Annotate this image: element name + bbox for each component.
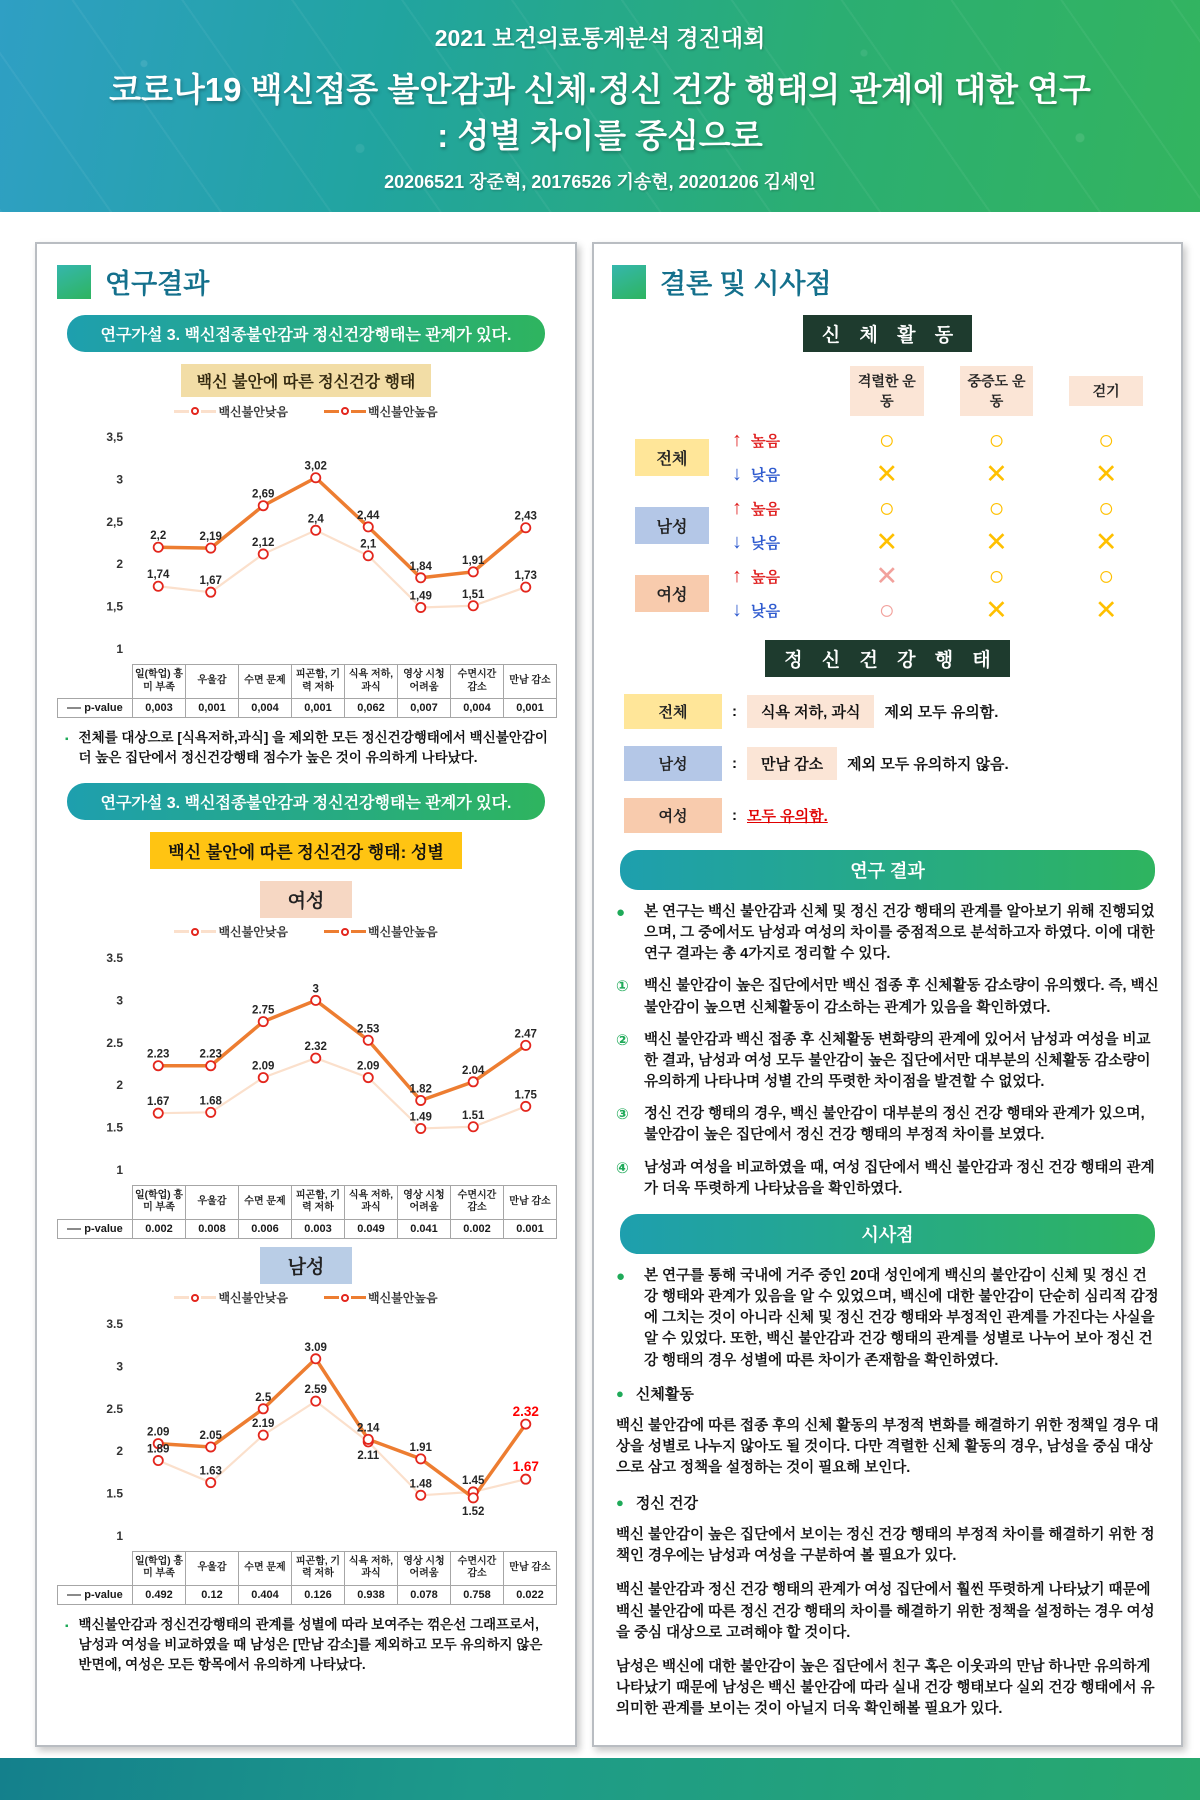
svg-text:1,49: 1,49 [409,590,432,603]
group-label: 여성 [635,575,710,612]
section-title: 결론 및 시사점 [660,269,832,299]
significance-mark-circle: ○ [878,595,895,625]
svg-text:2.23: 2.23 [199,1048,222,1061]
svg-text:2.32: 2.32 [512,1403,539,1419]
line-chart-overall [57,401,555,718]
implication-paragraph: 백신 불안감이 높은 집단에서 보이는 정신 건강 행태의 부정적 차이를 해결하기 위한 정책인 경우에는 남성과 여성을 구분하여 볼 필요가 있다. [616,1527,1155,1565]
research-result-text: 정신 건강 행태의 경우, 백신 불안감이 대부분의 정신 건강 행태와 관계가 있으며, 불안감이 높은 집단에서 정신 건강 행태의 부정적 차이를 보였다. [644,1106,1145,1144]
group-label: 전체 [635,439,710,476]
female-label: 여성 [260,881,353,918]
bullet-dot-icon: ● [616,1495,624,1511]
bullet-square-icon: ▪ [65,1620,69,1632]
chart-plot [57,1308,557,1546]
p-value-cell: 0,062 [345,699,398,718]
svg-text:1.91: 1.91 [409,1441,432,1454]
implications-pill: 시사점 [620,1214,1155,1254]
svg-text:3: 3 [312,982,319,995]
category-cell: 식욕 저하, 과식 [345,1551,398,1585]
p-value-cell: 0.758 [451,1585,504,1604]
p-value-table [57,664,557,718]
research-results-items [612,902,1163,1200]
physical-activity-matrix [616,366,1159,624]
p-value-cell: 0.008 [186,1219,239,1238]
svg-text:3: 3 [116,472,123,487]
section-header-results [57,262,555,301]
list-marker: ④ [616,1159,629,1177]
p-value-cell: 0.938 [345,1585,398,1604]
category-cell: 영상 시청 어려움 [398,1185,451,1219]
list-marker: ③ [616,1106,629,1124]
p-value-cell: 0.049 [345,1219,398,1238]
marker-ring-icon [191,928,199,936]
bullet-dot-icon: ● [616,1385,624,1401]
marker-ring-icon [191,407,199,415]
finding-bullet-2-text: 백신불안감과 정신건강행태의 관계를 성별에 따라 보여주는 꺾은선 그래프로서, 남성과 여성을 비교하였을 때 남성은 [만남 감소]를 제외하고 모두 유의하지 않은 반면에, 여성은 모든 항목에서 유의하게 나타났다. [78,1616,543,1672]
category-cell: 일(학업) 흥미 부족 [133,1185,186,1219]
mental-health-header: 정 신 건 강 행 태 [765,640,1010,677]
physical-activity-header: 신 체 활 동 [803,315,972,352]
significance-mark-circle: ○ [988,425,1005,455]
svg-text:2,19: 2,19 [199,531,222,544]
level-label: 낮음 [751,467,780,484]
up-arrow-icon: ↑ [732,565,742,587]
p-value-cell: 0,003 [133,699,186,718]
p-value-cell: 0,001 [292,699,345,718]
svg-text:1.67: 1.67 [512,1458,539,1474]
level-label: 높음 [751,433,780,450]
svg-text:2,44: 2,44 [357,509,380,522]
svg-text:3,5: 3,5 [106,430,123,444]
level-label: 낮음 [751,603,780,620]
poster-title-line2: : 성별 차이를 중심으로 [437,116,763,154]
p-value-table [57,1185,557,1239]
level-label: 낮음 [751,535,780,552]
bullet-square-icon: ▪ [65,734,69,745]
implication-paragraph: 백신 불안감에 따른 접종 후의 신체 활동의 부정적 변화를 해결하기 위한 정책일 경우 대상을 성별로 나누지 않아도 될 것이다. 다만 격렬한 신체 활동의 경우, 남성을 중심 대상으로 삼고 정책을 설정하는 것이 필요해 보인다. [616,1417,1159,1476]
p-value-cell: 0.022 [504,1585,557,1604]
chart-plot [57,421,557,659]
section-square-icon [612,265,646,299]
svg-text:1,51: 1,51 [462,588,485,601]
research-result-item [616,1158,1159,1200]
legend-item: 백신불안높음 [324,403,438,420]
category-cell: 일(학업) 흥미 부족 [133,665,186,699]
mental-health-row [624,694,1151,729]
svg-text:3.5: 3.5 [106,950,123,965]
level-row-label [732,599,830,622]
svg-text:2: 2 [116,557,123,572]
competition-title: 2021 보건의료통계분석 경진대회 [434,25,766,51]
category-cell: 피곤함, 기력 저하 [292,665,345,699]
significance-mark-x: ✕ [875,459,899,489]
research-result-item [616,1030,1159,1093]
svg-text:2.04: 2.04 [462,1064,485,1077]
svg-text:2.53: 2.53 [357,1022,380,1035]
significance-mark-x: ✕ [1094,527,1118,557]
mental-health-row [624,798,1151,833]
svg-text:2.09: 2.09 [147,1426,170,1439]
poster-title [0,67,1200,158]
research-result-text: 백신 불안감이 높은 집단에서만 백신 접종 후 신체활동 감소량이 유의했다. 즉, 백신 불안감이 높으면 신체활동이 감소하는 관계가 있음을 확인하였다. [644,978,1159,1016]
line-chart-female [57,922,555,1239]
p-value-row-label: p-value [58,699,133,718]
chart-title-overall: 백신 불안에 따른 정신건강 행태 [181,364,432,397]
svg-text:1.67: 1.67 [147,1095,170,1108]
svg-text:2,69: 2,69 [252,488,275,501]
chart-legend [57,922,555,942]
category-cell: 우울감 [186,665,239,699]
svg-text:1,74: 1,74 [147,569,170,582]
p-value-cell: 0.006 [239,1219,292,1238]
significance-text: 제외 모두 유의하지 않음. [847,756,1009,773]
p-value-cell: 0.12 [186,1585,239,1604]
level-label: 높음 [751,569,780,586]
svg-text:2: 2 [116,1077,123,1092]
svg-text:1,67: 1,67 [199,575,222,588]
category-cell: 우울감 [186,1551,239,1585]
svg-text:2.32: 2.32 [304,1040,327,1053]
significance-mark-circle: ○ [878,493,895,523]
svg-text:2.59: 2.59 [304,1383,327,1396]
level-row-label [732,429,830,452]
svg-text:1,91: 1,91 [462,554,485,567]
svg-text:2.5: 2.5 [106,1035,123,1050]
svg-text:2,2: 2,2 [150,530,167,543]
svg-text:2.75: 2.75 [252,1004,275,1017]
up-arrow-icon: ↑ [732,497,742,519]
svg-text:3: 3 [116,992,123,1007]
mental-health-row [624,746,1151,781]
research-result-item [616,1104,1159,1146]
p-value-cell: 0.126 [292,1585,345,1604]
svg-text:1.5: 1.5 [106,1120,123,1135]
svg-text:3.5: 3.5 [106,1316,123,1331]
poster-header [0,0,1200,212]
p-value-cell: 0.003 [292,1219,345,1238]
research-result-text: 본 연구는 백신 불안감과 신체 및 정신 건강 행태의 관계를 알아보기 위해 진행되었으며, 그 중에서도 남성과 여성의 차이를 중점적으로 분석하고자 하였다. 이에 대한 연구 결과는 총 4가지로 정리할 수 있다. [644,904,1155,963]
svg-text:2.23: 2.23 [147,1048,170,1061]
svg-text:2.05: 2.05 [199,1429,222,1442]
category-cell: 피곤함, 기력 저하 [292,1551,345,1585]
svg-text:1.68: 1.68 [199,1094,222,1107]
svg-text:2,4: 2,4 [307,513,324,526]
svg-text:2.19: 2.19 [252,1417,275,1430]
section-title: 연구결과 [105,269,210,299]
down-arrow-icon: ↓ [732,463,742,485]
line-chart-male [57,1288,555,1605]
mental-health-rows [612,694,1163,833]
footer-bar [0,1758,1200,1800]
activity-column-header: 중증도 운동 [960,366,1034,416]
svg-text:3: 3 [116,1358,123,1373]
group-label: 남성 [635,507,710,544]
excluded-item-tag: 만남 감소 [747,747,837,780]
p-value-cell: 0.041 [398,1219,451,1238]
level-label: 높음 [751,501,780,518]
group-label: 전체 [624,694,722,729]
category-cell: 수면시간 감소 [451,665,504,699]
down-arrow-icon: ↓ [732,531,742,553]
category-cell: 우울감 [186,1185,239,1219]
svg-text:1.82: 1.82 [409,1082,432,1095]
research-result-text: 남성과 여성을 비교하였을 때, 여성 집단에서 백신 불안감과 정신 건강 행태의 관계가 더욱 뚜렷하게 나타났음을 확인하였다. [644,1159,1155,1197]
legend-item: 백신불안낮음 [174,923,288,940]
research-results-pill: 연구 결과 [620,850,1155,890]
list-marker: ② [616,1031,629,1049]
p-value-cell: 0,004 [239,699,292,718]
p-value-cell: 0,004 [451,699,504,718]
svg-text:2.09: 2.09 [252,1060,275,1073]
activity-column-header: 격렬한 운동 [850,366,924,416]
male-label: 남성 [260,1247,353,1284]
section-header-conclusion [612,262,1163,301]
significance-mark-circle: ○ [988,493,1005,523]
implication-paragraph: 남성은 백신에 대한 불안감이 높은 집단에서 친구 혹은 이웃과의 만남 하나만 유의하게 나타났기 때문에 남성은 백신 불안감에 따라 실내 건강 행태보다 실외 건강 행태에서 유의미한 관계를 보이는 것이 아닐지 더욱 확인해볼 필요가 있다. [616,1658,1155,1718]
implication-paragraph: 백신 불안감과 정신 건강 행태의 관계가 여성 집단에서 훨씬 뚜렷하게 나타났기 때문에 백신 불안감에 따른 정신 건강 행태의 차이를 해결하기 위한 정책을 설정하는 경우 여성을 중심 대상으로 고려해야 할 것이다. [616,1582,1155,1641]
results-panel [35,242,577,1747]
significance-mark-circle: ○ [1098,493,1115,523]
research-result-text: 백신 불안감과 백신 접종 후 신체활동 변화량의 관계에 있어서 남성과 여성을 비교한 결과, 남성과 여성 모두 불안감이 높은 집단에서만 대부분의 신체활동 감소량이 유의하게 나타나며 성별 간의 뚜렷한 차이점을 발견할 수 없었다. [644,1031,1151,1091]
svg-text:2,43: 2,43 [514,510,537,523]
p-value-cell: 0.078 [398,1585,451,1604]
category-cell: 피곤함, 기력 저하 [292,1185,345,1219]
svg-text:2,5: 2,5 [106,514,123,529]
significance-mark-x: ✕ [875,561,899,591]
category-cell: 만남 감소 [504,665,557,699]
significance-mark-x: ✕ [985,459,1008,489]
svg-text:1.63: 1.63 [199,1465,222,1478]
p-value-cell: 0.404 [239,1585,292,1604]
marker-ring-icon [341,1294,349,1302]
category-cell: 수면 문제 [239,665,292,699]
svg-text:2.5: 2.5 [106,1401,123,1416]
svg-text:1: 1 [116,1528,123,1543]
p-value-table [57,1551,557,1605]
category-cell: 수면시간 감소 [451,1551,504,1585]
significance-mark-circle: ○ [988,561,1005,591]
svg-text:1.45: 1.45 [462,1474,485,1487]
list-marker: ● [616,904,626,921]
svg-text:1.75: 1.75 [514,1088,537,1101]
significance-mark-circle: ○ [1098,561,1115,591]
marker-ring-icon [341,928,349,936]
p-value-cell: 0.492 [133,1585,186,1604]
research-result-item [616,976,1159,1018]
group-label: 여성 [624,798,722,833]
svg-text:2.14: 2.14 [357,1421,380,1434]
svg-text:3.09: 3.09 [304,1341,327,1354]
category-cell: 일(학업) 흥미 부족 [133,1551,186,1585]
svg-text:2.47: 2.47 [514,1027,537,1040]
svg-text:1.49: 1.49 [409,1110,432,1123]
svg-text:1: 1 [116,642,123,656]
p-value-row-label: p-value [58,1219,133,1238]
research-result-item [616,902,1159,965]
legend-item: 백신불안높음 [324,923,438,940]
chart-plot [57,942,557,1180]
finding-bullet-2 [63,1615,549,1676]
svg-text:1.52: 1.52 [462,1505,485,1518]
svg-text:3,02: 3,02 [304,460,327,473]
down-arrow-icon: ↓ [732,599,742,621]
implication-heading [616,1383,1159,1404]
category-cell: 식욕 저하, 과식 [345,665,398,699]
hypothesis-banner-2: 연구가설 3. 백신접종불안감과 정신건강행태는 관계가 있다. [67,783,545,820]
category-cell: 수면 문제 [239,1185,292,1219]
p-value-cell: 0,001 [504,699,557,718]
implication-heading-text: 신체활동 [635,1385,694,1403]
chart-title-gender: 백신 불안에 따른 정신건강 행태: 성별 [150,832,462,869]
legend-item: 백신불안낮음 [174,1289,288,1306]
p-value-cell: 0.002 [133,1219,186,1238]
p-value-cell: 0.001 [504,1219,557,1238]
excluded-item-tag: 식욕 저하, 과식 [747,695,874,728]
implication-heading [616,1492,1159,1513]
significance-mark-circle: ○ [1098,425,1115,455]
svg-text:2.5: 2.5 [255,1391,272,1404]
colon: : [732,703,737,720]
category-cell: 영상 시청 어려움 [398,665,451,699]
hypothesis-banner-1: 연구가설 3. 백신접종불안감과 정신건강행태는 관계가 있다. [67,315,545,352]
chart-legend [57,401,555,421]
category-cell: 식욕 저하, 과식 [345,1185,398,1219]
svg-text:1.5: 1.5 [106,1486,123,1501]
significance-mark-x: ✕ [985,527,1008,557]
svg-text:2.11: 2.11 [357,1449,380,1462]
level-row-label [732,463,830,486]
implication-text: 본 연구를 통해 국내에 거주 중인 20대 성인에게 백신의 불안감이 신체 및 정신 건강 행태와 관계가 있음을 알 수 있었으며, 백신에 대한 불안감이 단순히 심리적 감정에 그치는 것이 아니라 신체 및 정신 건강 행태와 부정적인 관계를 가진다는 사실을 알 수 있었다. 또한, 백신 불안감과 건강 행태의 관계를 성별로 나누어 보아 정신 건강 행태의 경우 성별에 따른 차이가 존재함을 확인하였다. [644,1267,1159,1369]
legend-item: 백신불안높음 [324,1289,438,1306]
list-marker: ① [616,978,629,996]
significance-text: 제외 모두 유의함. [884,704,999,721]
significance-mark-x: ✕ [985,595,1008,625]
bullet-dot-icon: ● [616,1267,626,1285]
significance-mark-x: ✕ [1094,595,1118,625]
svg-text:1,84: 1,84 [409,560,432,573]
svg-text:1.89: 1.89 [147,1443,170,1456]
category-cell: 영상 시청 어려움 [398,1551,451,1585]
up-arrow-icon: ↑ [732,429,742,451]
p-value-cell: 0,001 [186,699,239,718]
colon: : [732,755,737,772]
level-row-label [732,565,830,588]
category-cell: 수면시간 감소 [451,1185,504,1219]
svg-text:1,73: 1,73 [514,570,537,583]
category-cell: 수면 문제 [239,1551,292,1585]
svg-text:1.48: 1.48 [409,1477,432,1490]
svg-text:2: 2 [116,1443,123,1458]
p-value-cell: 0,007 [398,699,451,718]
section-square-icon [57,265,91,299]
colon: : [732,807,737,824]
poster-title-line1: 코로나19 백신접종 불안감과 신체·정신 건강 행태의 관계에 대한 연구 [109,71,1091,108]
finding-bullet-1-text: 전체를 대상으로 [식욕저하,과식] 을 제외한 모든 정신건강행태에서 백신불안감이 더 높은 집단에서 정신건강행태 점수가 높은 것이 유의하게 나타났다. [78,730,548,766]
significance-mark-x: ✕ [875,527,899,557]
svg-text:2,12: 2,12 [252,537,275,550]
chart-legend [57,1288,555,1308]
activity-column-header: 걷기 [1069,376,1143,406]
level-row-label [732,497,830,520]
group-label: 남성 [624,746,722,781]
svg-text:2,1: 2,1 [360,538,377,551]
authors: 20206521 장준혁, 20176526 기송현, 20201206 김세인 [384,172,816,193]
svg-text:1: 1 [116,1162,123,1177]
svg-text:1,5: 1,5 [106,599,123,614]
marker-ring-icon [341,407,349,415]
implication-bullet [616,1266,1159,1372]
conclusion-panel [592,242,1183,1747]
implications-blocks [612,1266,1163,1721]
legend-item: 백신불안낮음 [174,403,288,420]
significance-mark-x: ✕ [1094,459,1118,489]
p-value-cell: 0.002 [451,1219,504,1238]
significance-mark-circle: ○ [878,425,895,455]
level-row-label [732,531,830,554]
finding-bullet-1 [63,728,549,769]
svg-text:1.51: 1.51 [462,1109,485,1122]
marker-ring-icon [191,1294,199,1302]
implication-heading-text: 정신 건강 [635,1495,698,1513]
svg-text:2.09: 2.09 [357,1060,380,1073]
category-cell: 만남 감소 [504,1185,557,1219]
significance-text: 모두 유의함. [747,808,828,825]
p-value-row-label: p-value [58,1585,133,1604]
category-cell: 만남 감소 [504,1551,557,1585]
